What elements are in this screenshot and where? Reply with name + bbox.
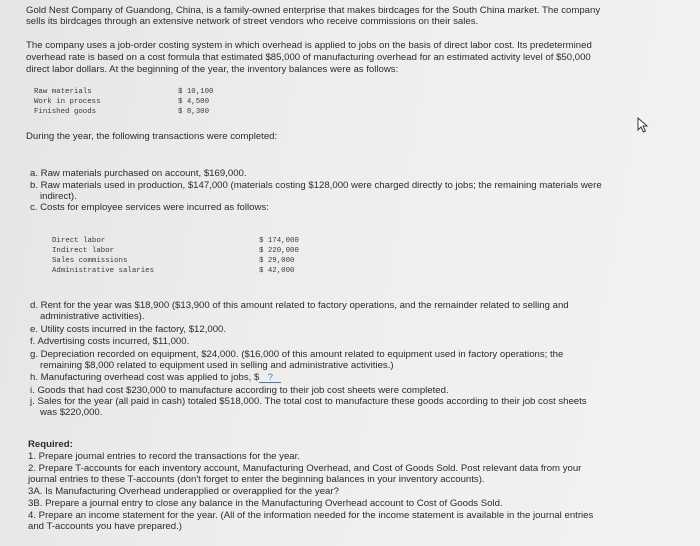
costing-line-1: The company uses a job-order costing system in which overhead is applied to jobs on the basis of direct labor cost. Its predetermined bbox=[26, 40, 592, 51]
required-4-line-1: 4. Prepare an income statement for the year. (All of the information needed for the income statement is available in the journal entries bbox=[28, 510, 594, 521]
inventory-value: $ 10,100 bbox=[178, 88, 214, 96]
transaction-a: a. Raw materials purchased on account, $169,000. bbox=[30, 168, 247, 179]
transaction-j-line-1: j. Sales for the year (all paid in cash) totaled $518,000. The total cost to manufacture these goods according to their job cost sheets bbox=[30, 396, 587, 407]
intro-line-1: Gold Nest Company of Guandong, China, is a family-owned enterprise that makes birdcages for the South China market. The company bbox=[26, 5, 601, 16]
transaction-i: i. Goods that had cost $230,000 to manufacture according to their job cost sheets were completed. bbox=[30, 385, 449, 396]
transaction-f: f. Advertising costs incurred, $11,000. bbox=[30, 336, 190, 347]
transaction-b-line-2: indirect). bbox=[40, 191, 77, 202]
inventory-label: Work in process bbox=[34, 98, 101, 106]
costing-line-3: direct labor dollars. At the beginning of the year, the inventory balances were as follows: bbox=[26, 64, 399, 75]
transaction-c: c. Costs for employee services were incurred as follows: bbox=[30, 202, 269, 213]
intro-line-2: sells its birdcages through an extensive network of street vendors who receive commissions on their sales. bbox=[26, 16, 479, 27]
employee-cost-label: Administrative salaries bbox=[52, 267, 155, 275]
employee-cost-value: $ 42,000 bbox=[259, 267, 295, 275]
transaction-d-line-2: administrative activities). bbox=[40, 311, 145, 322]
required-heading: Required: bbox=[28, 439, 73, 450]
transaction-h bbox=[30, 372, 281, 383]
transaction-d-line-1: d. Rent for the year was $18,900 ($13,900 of this amount related to factory operations, and the remainder related to selling and bbox=[30, 300, 569, 311]
employee-cost-value: $ 220,000 bbox=[259, 247, 299, 255]
mouse-pointer-icon bbox=[636, 117, 650, 133]
required-3a: 3A. Is Manufacturing Overhead underapplied or overapplied for the year? bbox=[28, 486, 339, 497]
employee-cost-label: Direct labor bbox=[52, 237, 106, 245]
transaction-h-text: h. Manufacturing overhead cost was applied to jobs, $ bbox=[30, 372, 260, 383]
employee-cost-value: $ 174,000 bbox=[259, 237, 299, 245]
transaction-g-line-1: g. Depreciation recorded on equipment, $24,000. ($16,000 of this amount related to equipment used in factory operations; the bbox=[30, 349, 564, 360]
required-3b: 3B. Prepare a journal entry to close any balance in the Manufacturing Overhead account to Cost of Goods Sold. bbox=[28, 498, 503, 509]
required-2-line-1: 2. Prepare T-accounts for each inventory account, Manufacturing Overhead, and Cost of Goods Sold. Post relevant data from your bbox=[28, 463, 582, 474]
applied-overhead-blank[interactable]: ? bbox=[259, 373, 281, 383]
transaction-b-line-1: b. Raw materials used in production, $147,000 (materials costing $128,000 were charged directly to jobs; the remaining materials were bbox=[30, 180, 602, 191]
transaction-g-line-2: remaining $8,000 related to equipment used in selling and administrative activities.) bbox=[40, 360, 394, 371]
employee-cost-label: Sales commissions bbox=[52, 257, 128, 265]
required-1: 1. Prepare journal entries to record the transactions for the year. bbox=[28, 451, 300, 462]
inventory-value: $ 4,500 bbox=[178, 98, 210, 106]
employee-cost-value: $ 29,000 bbox=[259, 257, 295, 265]
costing-line-2: overhead rate is based on a cost formula that estimated $85,000 of manufacturing overhead for an estimated activity level of $50,000 bbox=[26, 52, 591, 63]
transaction-j-line-2: was $220,000. bbox=[40, 407, 103, 418]
required-2-line-2: journal entries to these T-accounts (don't forget to enter the beginning balances in your inventory accounts). bbox=[28, 474, 485, 485]
transactions-intro: During the year, the following transactions were completed: bbox=[26, 131, 278, 142]
inventory-value: $ 8,300 bbox=[178, 108, 210, 116]
inventory-label: Raw materials bbox=[34, 88, 92, 96]
transaction-e: e. Utility costs incurred in the factory, $12,000. bbox=[30, 324, 227, 335]
employee-cost-label: Indirect labor bbox=[52, 247, 115, 255]
required-4-line-2: and T-accounts you have prepared.) bbox=[28, 521, 182, 532]
inventory-label: Finished goods bbox=[34, 108, 97, 116]
